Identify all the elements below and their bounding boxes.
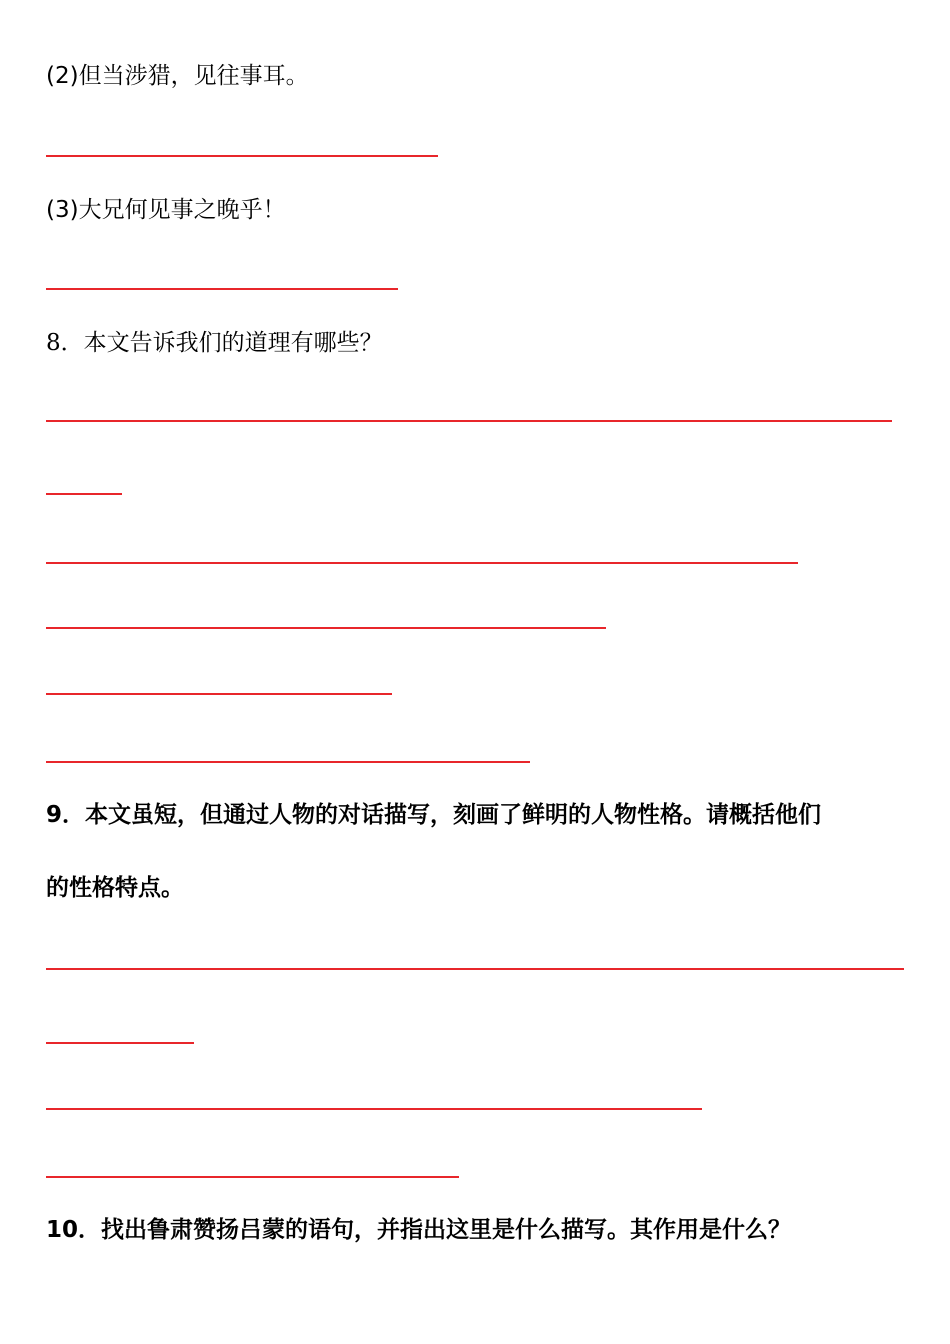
answer-line-q9-3[interactable]	[46, 1108, 702, 1110]
subquestion-2-text: (2)但当涉猎，见往事耳。	[46, 63, 309, 89]
question-10-text: 10．找出鲁肃赞扬吕蒙的语句，并指出这里是什么描写。其作用是什么？	[46, 1217, 792, 1243]
answer-line-q8-1[interactable]	[46, 420, 892, 422]
question-9-text-line1: 9．本文虽短，但通过人物的对话描写，刻画了鲜明的人物性格。请概括他们	[46, 802, 822, 828]
answer-line-q9-4[interactable]	[46, 1176, 459, 1178]
answer-line-q8-6[interactable]	[46, 761, 530, 763]
subquestion-3-text: (3)大兄何见事之晚乎！	[46, 197, 286, 223]
answer-line-sub3[interactable]	[46, 288, 398, 290]
answer-line-q8-2[interactable]	[46, 493, 122, 495]
question-9-text-line2: 的性格特点。	[46, 875, 184, 901]
answer-line-q9-2[interactable]	[46, 1042, 194, 1044]
answer-line-q9-1[interactable]	[46, 968, 904, 970]
answer-line-sub2[interactable]	[46, 155, 438, 157]
answer-line-q8-5[interactable]	[46, 693, 392, 695]
question-8-text: 8．本文告诉我们的道理有哪些？	[46, 330, 383, 356]
answer-line-q8-3[interactable]	[46, 562, 798, 564]
answer-line-q8-4[interactable]	[46, 627, 606, 629]
